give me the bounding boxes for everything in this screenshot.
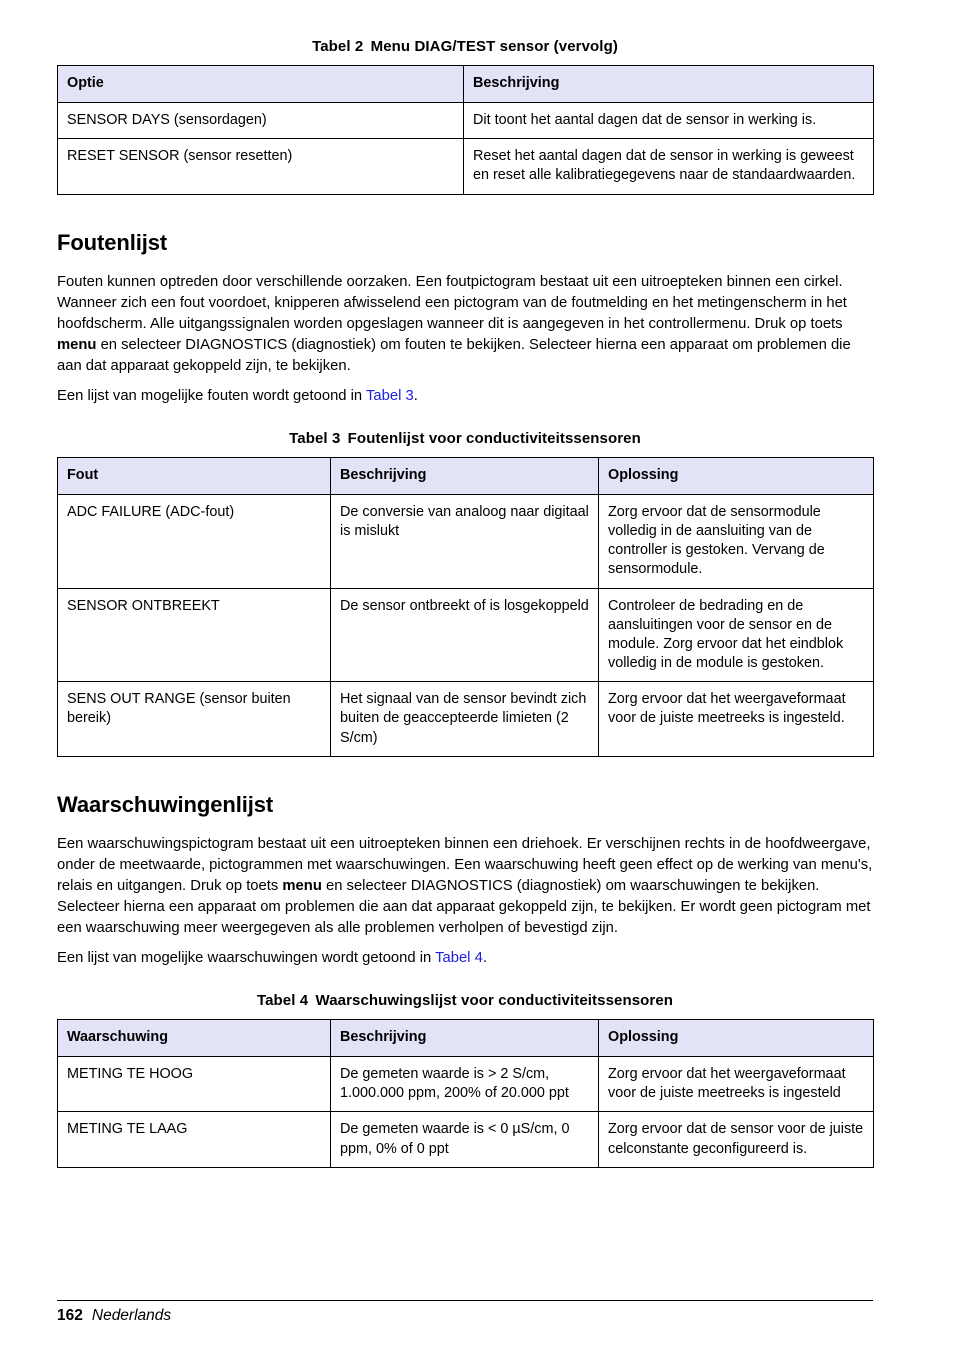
table4-header-beschrijving: Beschrijving bbox=[331, 1019, 599, 1056]
table2-header-optie: Optie bbox=[58, 66, 464, 103]
table3-caption bbox=[57, 430, 873, 447]
warnings-paragraph-1-part-1: Een waarschuwingspictogram bestaat uit een uitroepteken binnen een driehoek. Er verschijnen rechts in de hoofdweergave, onder de meetwaarde, pictogrammen met waarschuwingen. Een waarschuwing heeft geen effect op de werking van menu's, relais en uitgangen. Druk op toets bbox=[57, 835, 873, 894]
table4-caption-text: Waarschuwingslijst voor conductiviteitssensoren bbox=[315, 991, 674, 1009]
errors-paragraph-2 bbox=[57, 386, 873, 407]
table3-header-fout: Fout bbox=[58, 457, 331, 494]
table-row bbox=[58, 494, 874, 588]
warnings-paragraph-2-part-1: Een lijst van mogelijke waarschuwingen wordt getoond in bbox=[57, 949, 436, 966]
table3-cell-description: De sensor ontbreekt of is losgekoppeld bbox=[331, 588, 599, 682]
table-row bbox=[58, 1112, 874, 1167]
warnings-paragraph-2 bbox=[57, 948, 873, 969]
warnings-paragraph-2-part-2: . bbox=[482, 949, 487, 966]
errors-paragraph-1-bold-menu: menu bbox=[57, 336, 97, 353]
errors-paragraph-1 bbox=[57, 272, 873, 377]
table2-cell-option: RESET SENSOR (sensor resetten) bbox=[58, 139, 464, 194]
page-content bbox=[57, 38, 873, 1168]
table-row bbox=[58, 103, 874, 139]
table4-header-row bbox=[58, 1019, 874, 1056]
table-row bbox=[58, 588, 874, 682]
footer-content bbox=[57, 1307, 873, 1325]
table3-caption-text: Foutenlijst voor conductiviteitssensoren bbox=[347, 429, 641, 447]
footer-divider bbox=[57, 1300, 873, 1301]
section-heading-waarschuwingenlijst: Waarschuwingenlijst bbox=[57, 791, 274, 817]
table3-caption-prefix: Tabel 3 bbox=[289, 429, 341, 447]
section-heading-foutenlijst: Foutenlijst bbox=[57, 229, 168, 255]
table4-cell-solution: Zorg ervoor dat het weergaveformaat voor de juiste meetreeks is ingesteld bbox=[599, 1057, 874, 1112]
table2-cell-description: Reset het aantal dagen dat de sensor in werking is geweest en reset alle kalibratiegegevens naar de standaardwaarden. bbox=[464, 139, 874, 194]
table3-cell-solution: Zorg ervoor dat de sensormodule volledig in de aansluiting van de controller is gestoken. Vervang de sensormodule. bbox=[599, 494, 874, 588]
warnings-paragraph-1-bold-menu: menu bbox=[282, 877, 322, 894]
table3-cell-solution: Controleer de bedrading en de aansluitingen voor de sensor en de module. Zorg ervoor dat het eindblok volledig in de module is gestoken. bbox=[599, 588, 874, 682]
footer-page-number: 162 bbox=[57, 1307, 83, 1324]
table-row bbox=[58, 139, 874, 194]
errors-paragraph-2-part-2: . bbox=[413, 387, 418, 404]
table3-cell-description: Het signaal van de sensor bevindt zich buiten de geaccepteerde limieten (2 S/cm) bbox=[331, 682, 599, 756]
link-tabel-4[interactable]: Tabel 4 bbox=[435, 949, 483, 966]
warnings-paragraph-1 bbox=[57, 834, 873, 939]
page-footer bbox=[57, 1300, 873, 1325]
table3-header-oplossing: Oplossing bbox=[599, 457, 874, 494]
table3-foutenlijst bbox=[57, 457, 874, 757]
table3-cell-description: De conversie van analoog naar digitaal is mislukt bbox=[331, 494, 599, 588]
table4-waarschuwingslijst bbox=[57, 1019, 874, 1168]
table4-caption-prefix: Tabel 4 bbox=[256, 991, 309, 1009]
errors-paragraph-1-part-2: en selecteer DIAGNOSTICS (diagnostiek) om fouten te bekijken. Selecteer hierna een apparaat om problemen die aan dat apparaat gekoppeld zijn, te bekijken. bbox=[57, 336, 851, 374]
table4-caption bbox=[57, 992, 873, 1009]
table2-diag-test-sensor bbox=[57, 65, 874, 195]
errors-paragraph-2-part-1: Een lijst van mogelijke fouten wordt getoond in bbox=[57, 387, 367, 404]
table-row bbox=[58, 682, 874, 756]
table4-cell-warning: METING TE HOOG bbox=[58, 1057, 331, 1112]
table4-cell-warning: METING TE LAAG bbox=[58, 1112, 331, 1167]
table3-cell-error: SENSOR ONTBREEKT bbox=[58, 588, 331, 682]
table3-cell-error: SENS OUT RANGE (sensor buiten bereik) bbox=[58, 682, 331, 756]
table2-cell-option: SENSOR DAYS (sensordagen) bbox=[58, 103, 464, 139]
table4-cell-description: De gemeten waarde is > 2 S/cm, 1.000.000 ppm, 200% of 20.000 ppt bbox=[331, 1057, 599, 1112]
table4-cell-solution: Zorg ervoor dat de sensor voor de juiste celconstante geconfigureerd is. bbox=[599, 1112, 874, 1167]
table3-header-row bbox=[58, 457, 874, 494]
errors-paragraph-1-part-1: Fouten kunnen optreden door verschillende oorzaken. Een foutpictogram bestaat uit een uitroepteken binnen een cirkel. Wanneer zich een fout voordoet, knipperen afwisselend een pictogram van de foutmelding en het metingenscherm in het hoofdscherm. Alle uitgangssignalen worden opgeslagen wanneer dit is aangegeven in het controllermenu. Druk op toets bbox=[57, 273, 847, 332]
table2-caption-prefix: Tabel 2 bbox=[312, 38, 364, 55]
table3-header-beschrijving: Beschrijving bbox=[331, 457, 599, 494]
table2-caption bbox=[57, 38, 873, 55]
warnings-paragraph-1-part-2: en selecteer DIAGNOSTICS (diagnostiek) om waarschuwingen te bekijken. Selecteer hierna een apparaat om problemen die aan dat apparaat gekoppeld zijn, te bekijken. Er wordt geen pictogram met een waarschuwing meer weergegeven als alle problemen verholpen of bevestigd zijn. bbox=[57, 877, 871, 936]
table2-header-beschrijving: Beschrijving bbox=[464, 66, 874, 103]
table2-header-row bbox=[58, 66, 874, 103]
link-tabel-3[interactable]: Tabel 3 bbox=[366, 387, 414, 404]
table3-cell-error: ADC FAILURE (ADC-fout) bbox=[58, 494, 331, 588]
table4-header-waarschuwing: Waarschuwing bbox=[58, 1019, 331, 1056]
table4-header-oplossing: Oplossing bbox=[599, 1019, 874, 1056]
table4-cell-description: De gemeten waarde is < 0 µS/cm, 0 ppm, 0% of 0 ppt bbox=[331, 1112, 599, 1167]
footer-language-label: Nederlands bbox=[91, 1307, 172, 1324]
table2-caption-text: Menu DIAG/TEST sensor (vervolg) bbox=[370, 38, 618, 55]
table2-cell-description: Dit toont het aantal dagen dat de sensor in werking is. bbox=[464, 103, 874, 139]
table-row bbox=[58, 1057, 874, 1112]
table3-cell-solution: Zorg ervoor dat het weergaveformaat voor de juiste meetreeks is ingesteld. bbox=[599, 682, 874, 756]
